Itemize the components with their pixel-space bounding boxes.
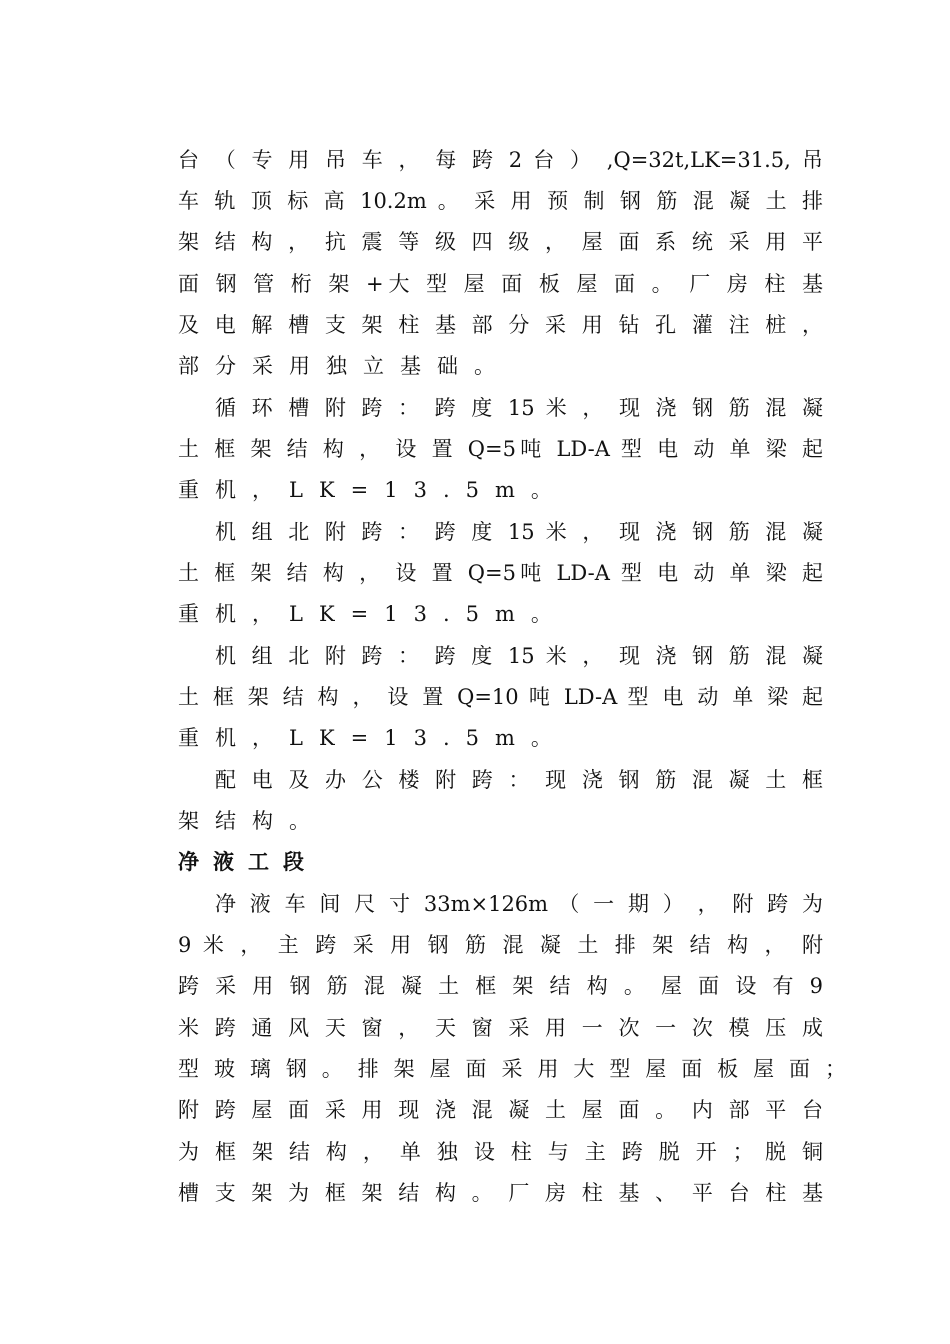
paragraph-line: 循 环 槽 附 跨 ： 跨 度 15 米 ， 现 浇 钢 筋 混 凝	[215, 396, 823, 420]
body-line: 重机，LK=13.5m。	[178, 726, 568, 750]
body-line: 土 框 架 结 构 ， 设 置 Q=5吨 LD-A 型 电 动 单 梁 起	[178, 437, 823, 461]
paragraph-line: 配 电 及 办 公 楼 附 跨 ： 现 浇 钢 筋 混 凝 土 框	[215, 768, 823, 792]
section-heading: 净液工段	[178, 849, 318, 874]
body-line: 米 跨 通 风 天 窗 ， 天 窗 采 用 一 次 一 次 模 压 成	[178, 1016, 823, 1040]
body-line: 台 （ 专 用 吊 车 ， 每 跨 2 台 ） ,Q=32t,LK=31.5, 吊	[178, 148, 823, 172]
body-line: 架 结 构 ， 抗 震 等 级 四 级 ， 屋 面 系 统 采 用 平	[178, 230, 823, 254]
paragraph-line: 净 液 车 间 尺 寸 33m×126m （ 一 期 ） ， 附 跨 为	[215, 892, 823, 916]
body-line: 车 轨 顶 标 高 10.2m 。 采 用 预 制 钢 筋 混 凝 土 排	[178, 189, 823, 213]
paragraph-line: 机 组 北 附 跨 ： 跨 度 15 米 ， 现 浇 钢 筋 混 凝	[215, 520, 823, 544]
paragraph-line: 机 组 北 附 跨 ： 跨 度 15 米 ， 现 浇 钢 筋 混 凝	[215, 644, 823, 668]
body-line: 重机，LK=13.5m。	[178, 602, 568, 626]
body-line: 架结构。	[178, 809, 326, 833]
body-line: 部分采用独立基础。	[178, 354, 511, 378]
body-line: 及 电 解 槽 支 架 柱 基 部 分 采 用 钻 孔 灌 注 桩 ，	[178, 313, 823, 337]
body-line: 附 跨 屋 面 采 用 现 浇 混 凝 土 屋 面 。 内 部 平 台	[178, 1098, 823, 1122]
body-line: 跨 采 用 钢 筋 混 凝 土 框 架 结 构 。 屋 面 设 有 9	[178, 974, 823, 998]
body-line: 槽 支 架 为 框 架 结 构 。 厂 房 柱 基 、 平 台 柱 基	[178, 1181, 823, 1205]
body-line: 型 玻 璃 钢 。 排 架 屋 面 采 用 大 型 屋 面 板 屋 面 ；	[178, 1057, 846, 1081]
body-line: 面 钢 管 桁 架 +大 型 屋 面 板 屋 面 。 厂 房 柱 基	[178, 272, 823, 296]
body-line: 9 米 ， 主 跨 采 用 钢 筋 混 凝 土 排 架 结 构 ， 附	[178, 933, 823, 957]
body-line: 土 框 架 结 构 ， 设 置 Q=10 吨 LD-A 型 电 动 单 梁 起	[178, 685, 823, 709]
body-line: 为 框 架 结 构 ， 单 独 设 柱 与 主 跨 脱 开 ； 脱 铜	[178, 1140, 823, 1164]
body-line: 重机，LK=13.5m。	[178, 478, 568, 502]
body-line: 土 框 架 结 构 ， 设 置 Q=5吨 LD-A 型 电 动 单 梁 起	[178, 561, 823, 585]
